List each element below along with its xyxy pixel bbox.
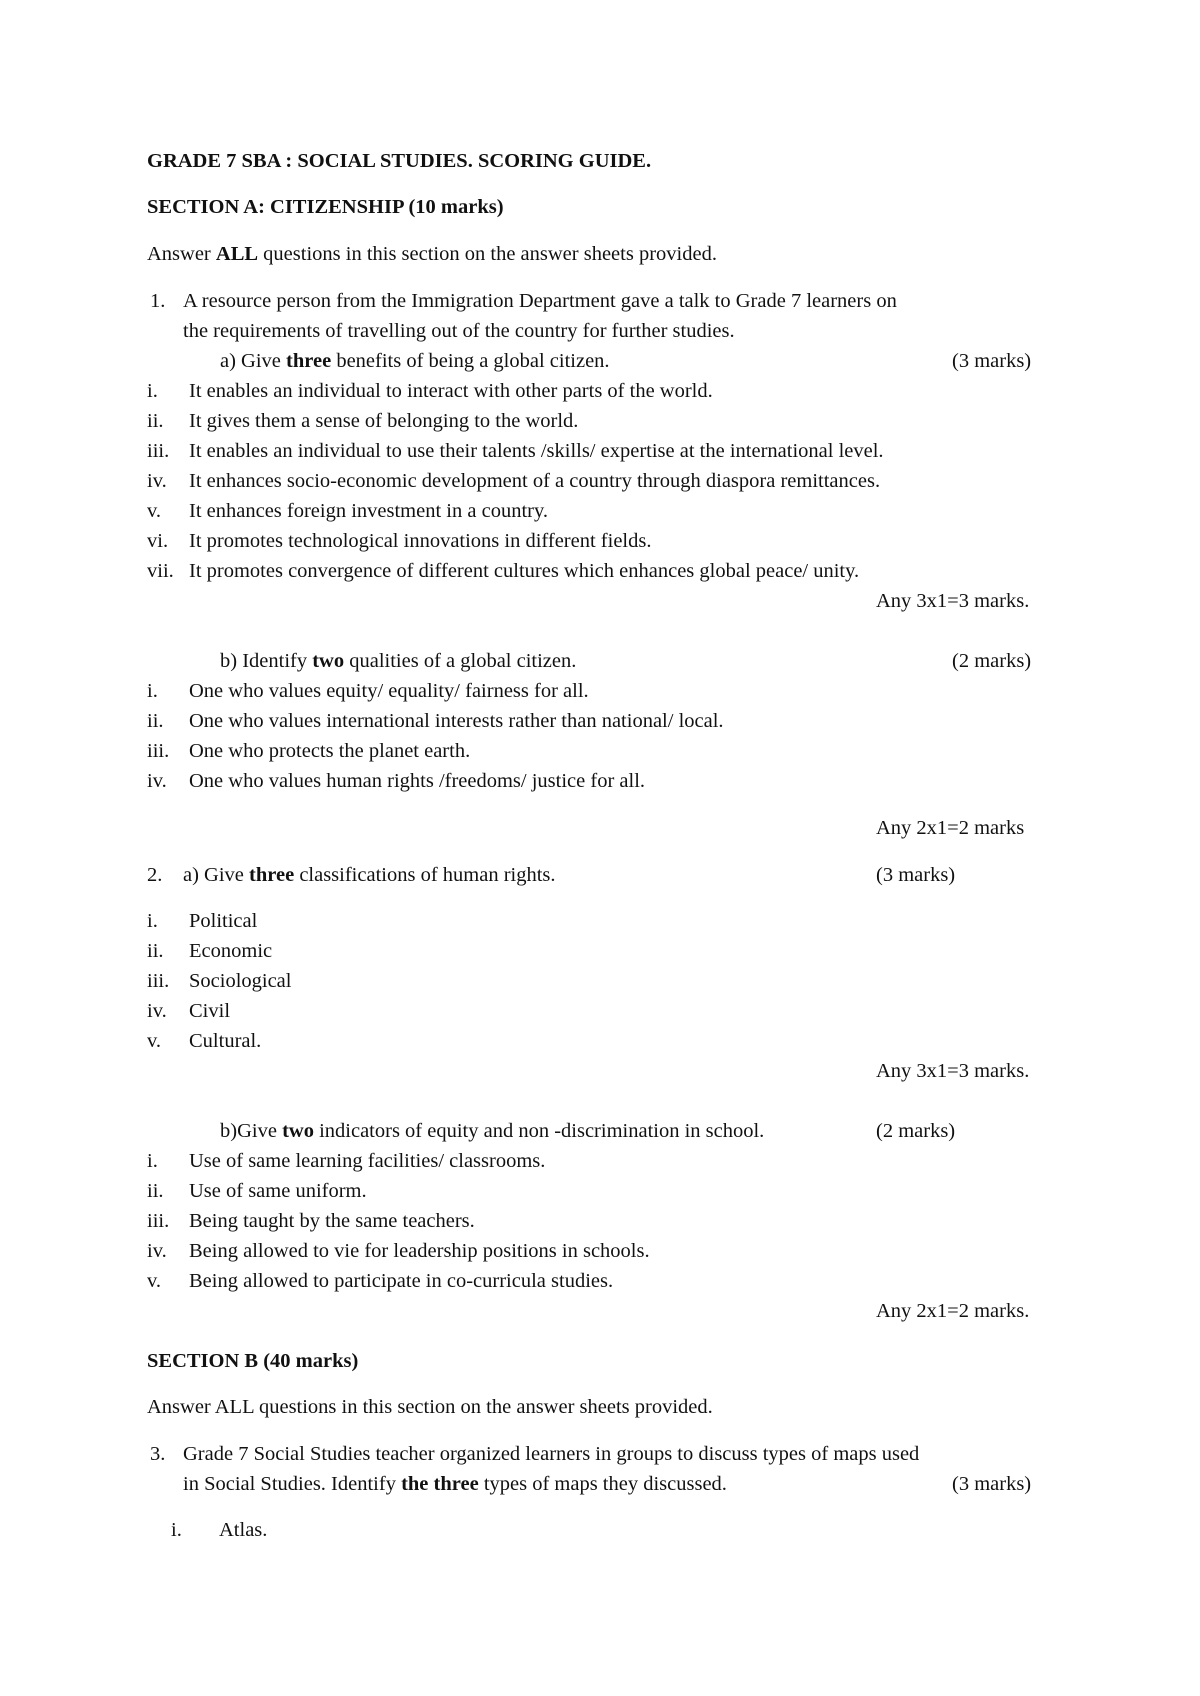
document-title: GRADE 7 SBA : SOCIAL STUDIES. SCORING GUIDE. bbox=[147, 150, 652, 172]
q1a-item-num: iv. bbox=[147, 470, 167, 492]
q2a-item: Cultural. bbox=[189, 1030, 262, 1052]
q1a-marks: (3 marks) bbox=[952, 350, 1032, 372]
q3-marks: (3 marks) bbox=[952, 1473, 1032, 1495]
q3-stem-line2 bbox=[183, 1472, 727, 1496]
q2b-item-num: iv. bbox=[147, 1240, 167, 1262]
q3-stem-pre: in Social Studies. Identify bbox=[183, 1473, 402, 1495]
q1a-item: It promotes technological innovations in different fields. bbox=[189, 530, 652, 552]
instr-text: Answer bbox=[147, 243, 216, 265]
q1b-post: qualities of a global citizen. bbox=[344, 650, 577, 672]
q1b-bold: two bbox=[312, 650, 345, 672]
q2b-item: Being allowed to vie for leadership positions in schools. bbox=[189, 1240, 650, 1262]
q2b-marks: (2 marks) bbox=[876, 1120, 956, 1142]
q1a-item: It enables an individual to interact with other parts of the world. bbox=[189, 380, 713, 402]
q1b-score: Any 2x1=2 marks bbox=[876, 817, 1025, 839]
q1b-pre: b) Identify bbox=[220, 650, 313, 672]
q2a-pre: a) Give bbox=[183, 864, 250, 886]
q1a-item: It gives them a sense of belonging to the world. bbox=[189, 410, 579, 432]
q2b-item-num: i. bbox=[147, 1150, 158, 1172]
q2a-marks: (3 marks) bbox=[876, 864, 956, 886]
q2a-bold: three bbox=[249, 864, 295, 886]
q1-stem-line2: the requirements of travelling out of the country for further studies. bbox=[183, 320, 735, 342]
q1a-item-num: vi. bbox=[147, 530, 169, 552]
q1a-question bbox=[220, 349, 610, 373]
q1a-item-num: vii. bbox=[147, 560, 174, 582]
q2b-question bbox=[220, 1119, 764, 1143]
q2b-score: Any 2x1=2 marks. bbox=[876, 1300, 1030, 1322]
q2b-item: Being allowed to participate in co-curricula studies. bbox=[189, 1270, 614, 1292]
q1b-item: One who values equity/ equality/ fairness for all. bbox=[189, 680, 589, 702]
q3-stem-line1: Grade 7 Social Studies teacher organized learners in groups to discuss types of maps used bbox=[183, 1443, 920, 1465]
q2b-post: indicators of equity and non -discrimination in school. bbox=[313, 1120, 765, 1142]
q3-number: 3. bbox=[150, 1443, 166, 1465]
q1b-item: One who protects the planet earth. bbox=[189, 740, 471, 762]
q1a-item-num: i. bbox=[147, 380, 158, 402]
instr-text-end: questions in this section on the answer sheets provided. bbox=[258, 243, 717, 265]
q2a-item-num: v. bbox=[147, 1030, 162, 1052]
q1b-item-num: iv. bbox=[147, 770, 167, 792]
section-a-instructions bbox=[147, 242, 717, 266]
q1-stem-line1: A resource person from the Immigration Department gave a talk to Grade 7 learners on bbox=[183, 290, 897, 312]
q1a-pre: a) Give bbox=[220, 350, 287, 372]
q2b-item: Use of same learning facilities/ classrooms. bbox=[189, 1150, 546, 1172]
q1a-score: Any 3x1=3 marks. bbox=[876, 590, 1030, 612]
q2a-item-num: iv. bbox=[147, 1000, 167, 1022]
q2b-item: Use of same uniform. bbox=[189, 1180, 367, 1202]
q2a-item-num: ii. bbox=[147, 940, 164, 962]
q1a-item-num: v. bbox=[147, 500, 162, 522]
q1b-item: One who values international interests rather than national/ local. bbox=[189, 710, 724, 732]
q1b-item: One who values human rights /freedoms/ justice for all. bbox=[189, 770, 646, 792]
q1b-item-num: ii. bbox=[147, 710, 164, 732]
q1a-post: benefits of being a global citizen. bbox=[331, 350, 610, 372]
q1b-item-num: iii. bbox=[147, 740, 170, 762]
q3-stem-post: types of maps they discussed. bbox=[478, 1473, 727, 1495]
section-b-instructions: Answer ALL questions in this section on the answer sheets provided. bbox=[147, 1396, 713, 1418]
section-b-title: SECTION B (40 marks) bbox=[147, 1350, 359, 1372]
q2b-item-num: iii. bbox=[147, 1210, 170, 1232]
q2b-item-num: v. bbox=[147, 1270, 162, 1292]
q1b-item-num: i. bbox=[147, 680, 158, 702]
q3-item-num: i. bbox=[171, 1519, 182, 1541]
q3-item: Atlas. bbox=[219, 1519, 268, 1541]
q2a-item: Economic bbox=[189, 940, 273, 962]
q3-stem-bold: the three bbox=[401, 1473, 479, 1495]
q2a-question bbox=[183, 863, 556, 887]
q2-number: 2. bbox=[147, 864, 163, 886]
q1a-item: It enables an individual to use their talents /skills/ expertise at the international level. bbox=[189, 440, 884, 462]
q1a-item-num: iii. bbox=[147, 440, 170, 462]
q1b-question bbox=[220, 649, 576, 673]
q1a-item-num: ii. bbox=[147, 410, 164, 432]
q1b-marks: (2 marks) bbox=[952, 650, 1032, 672]
q2b-pre: b)Give bbox=[220, 1120, 283, 1142]
q2a-item-num: iii. bbox=[147, 970, 170, 992]
q1a-item: It enhances foreign investment in a country. bbox=[189, 500, 549, 522]
q2a-item: Political bbox=[189, 910, 258, 932]
q2b-bold: two bbox=[282, 1120, 314, 1142]
q1-number: 1. bbox=[150, 290, 166, 312]
q2a-item-num: i. bbox=[147, 910, 158, 932]
q2a-item: Civil bbox=[189, 1000, 231, 1022]
q2b-item: Being taught by the same teachers. bbox=[189, 1210, 475, 1232]
q2a-score: Any 3x1=3 marks. bbox=[876, 1060, 1030, 1082]
q2a-post: classifications of human rights. bbox=[294, 864, 556, 886]
q1a-bold: three bbox=[286, 350, 332, 372]
section-a-title: SECTION A: CITIZENSHIP (10 marks) bbox=[147, 196, 504, 218]
instr-bold-text: ALL bbox=[215, 243, 259, 265]
q1a-item: It enhances socio-economic development of a country through diaspora remittances. bbox=[189, 470, 881, 492]
q2a-item: Sociological bbox=[189, 970, 292, 992]
q1a-item: It promotes convergence of different cultures which enhances global peace/ unity. bbox=[189, 560, 860, 582]
q2b-item-num: ii. bbox=[147, 1180, 164, 1202]
